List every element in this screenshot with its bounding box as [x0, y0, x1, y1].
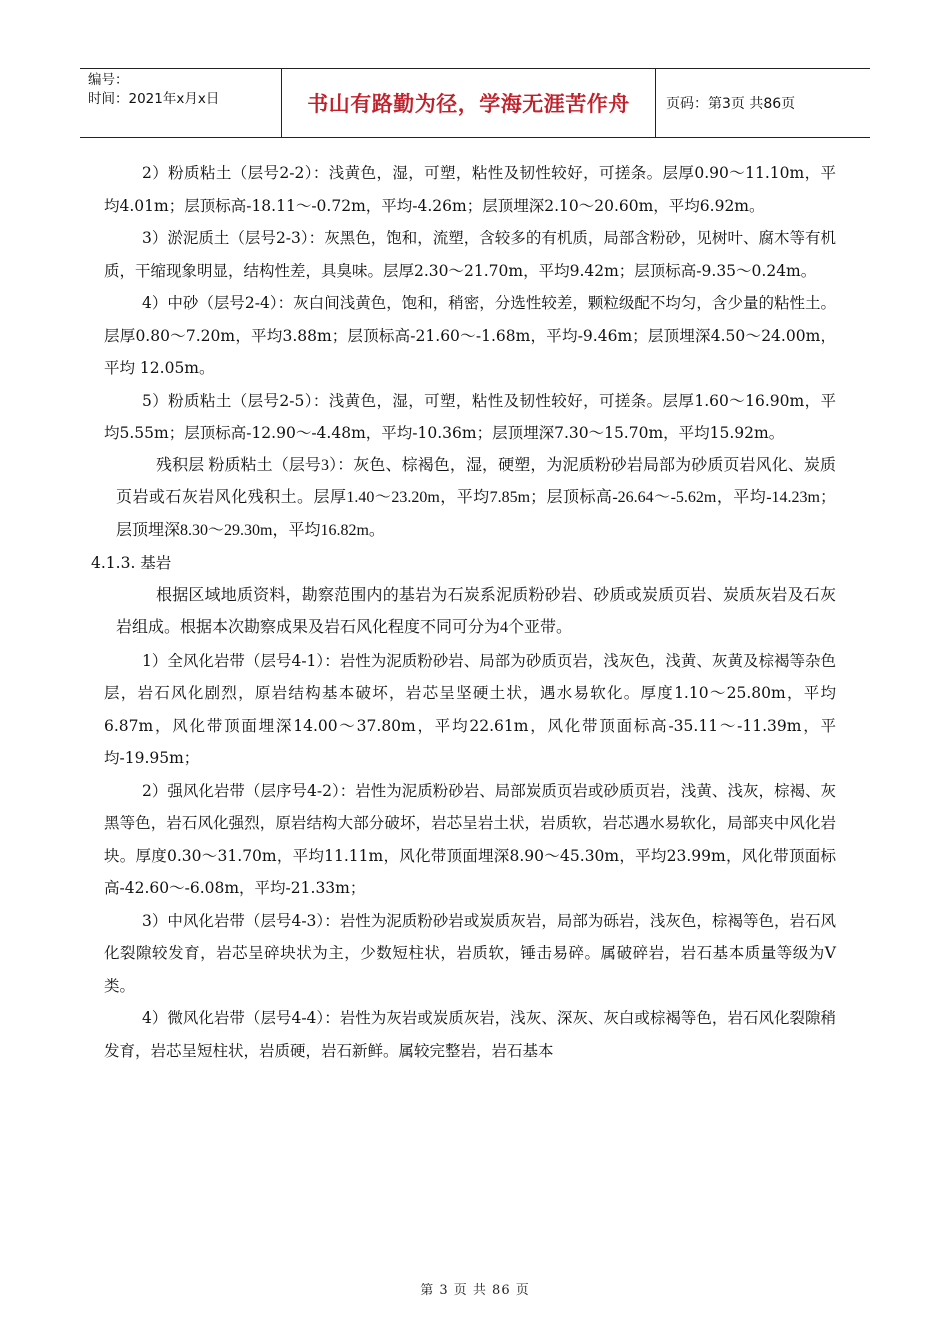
- date-label: 时间：2021年x月x日: [88, 91, 220, 107]
- paragraph-layer-4-4: 4）微风化岩带（层号4-4）：岩性为灰岩或炭质灰岩，浅灰、深灰、灰白或棕褐等色，岩石风化裂隙稍发育，岩芯呈短柱状，岩质硬，岩石新鲜。属较完整岩，岩石基本: [104, 1009, 836, 1060]
- document-body: [91, 157, 836, 1067]
- paragraph-layer-4-1: 1）全风化岩带（层号4-1）：岩性为泥质粉砂岩、局部为砂质页岩，浅灰色，浅黄、灰黄及棕褐等杂色层，岩石风化剧烈，原岩结构基本破坏，岩芯呈坚硬土状，遇水易软化。厚度1.10～25.80m，平均6.87m，风化带顶面埋深14.00～37.80m，平均22.61m，风化带顶面标高-35.11～-11.39m，平均-19.95m；: [104, 651, 836, 767]
- header-motto: 书山有路勤为径，学海无涯苦作舟: [282, 69, 656, 137]
- page-header: [80, 68, 870, 138]
- code-label: 编号：: [88, 72, 129, 88]
- paragraph-layer-2-2: 2）粉质粘土（层号2-2）：浅黄色，湿，可塑，粘性及韧性较好，可搓条。层厚0.90～11.10m，平均4.01m；层顶标高-18.11～-0.72m，平均-4.26m；层顶埋深2.10～20.60m，平均6.92m。: [104, 164, 836, 215]
- section-heading-bedrock: 4.1.3. 基岩: [91, 554, 172, 572]
- page-footer: 第 3 页 共 86 页: [420, 1283, 530, 1298]
- header-meta: [80, 69, 282, 137]
- paragraph-layer-4-3: 3）中风化岩带（层号4-3）：岩性为泥质粉砂岩或炭质灰岩，局部为砾岩，浅灰色，棕褐等色，岩石风化裂隙较发育，岩芯呈碎块状为主，少数短柱状，岩质软，锤击易碎。属破碎岩，岩石基本质量等级为Ⅴ类。: [104, 911, 836, 995]
- paragraph-layer-2-5: 5）粉质粘土（层号2-5）：浅黄色，湿，可塑，粘性及韧性较好，可搓条。层厚1.60～16.90m，平均5.55m；层顶标高-12.90～-4.48m，平均-10.36m；层顶埋深7.30～15.70m，平均15.92m。: [104, 391, 836, 442]
- paragraph-bedrock-intro: 根据区域地质资料，勘察范围内的基岩为石炭系泥质粉砂岩、砂质或炭质页岩、炭质灰岩及石灰岩组成。根据本次勘察成果及岩石风化程度不同可分为4个亚带。: [116, 586, 836, 636]
- paragraph-layer-2-3: 3）淤泥质土（层号2-3）：灰黑色，饱和，流塑，含较多的有机质，局部含粉砂，见树叶、腐木等有机质，干缩现象明显，结构性差，具臭味。层厚2.30～21.70m，平均9.42m；层顶标高-9.35～0.24m。: [104, 229, 836, 280]
- paragraph-residual-layer: 残积层 粉质粘土（层号3）：灰色、棕褐色，湿，硬塑，为泥质粉砂岩局部为砂质页岩风化、炭质页岩或石灰岩风化残积土。层厚1.40～23.20m，平均7.85m；层顶标高-26.64～-5.62m，平均-14.23m；层顶埋深8.30～29.30m，平均16.82m。: [116, 456, 836, 539]
- header-page-number: 页码：第3页 共86页: [666, 96, 796, 112]
- paragraph-layer-4-2: 2）强风化岩带（层序号4-2）：岩性为泥质粉砂岩、局部炭质页岩或砂质页岩，浅黄、浅灰，棕褐、灰黑等色，岩石风化强烈，原岩结构大部分破坏，岩芯呈岩土状，岩质软，岩芯遇水易软化，局部夹中风化岩块。厚度0.30～31.70m，平均11.11m，风化带顶面埋深8.90～45.30m，平均23.99m，风化带顶面标高-42.60～-6.08m，平均-21.33m；: [104, 781, 836, 897]
- paragraph-layer-2-4: 4）中砂（层号2-4）：灰白间浅黄色，饱和，稍密，分选性较差，颗粒级配不均匀，含少量的粘性土。层厚0.80～7.20m，平均3.88m；层顶标高-21.60～-1.68m，平均-9.46m；层顶埋深4.50～24.00m，平均 12.05m。: [104, 294, 836, 377]
